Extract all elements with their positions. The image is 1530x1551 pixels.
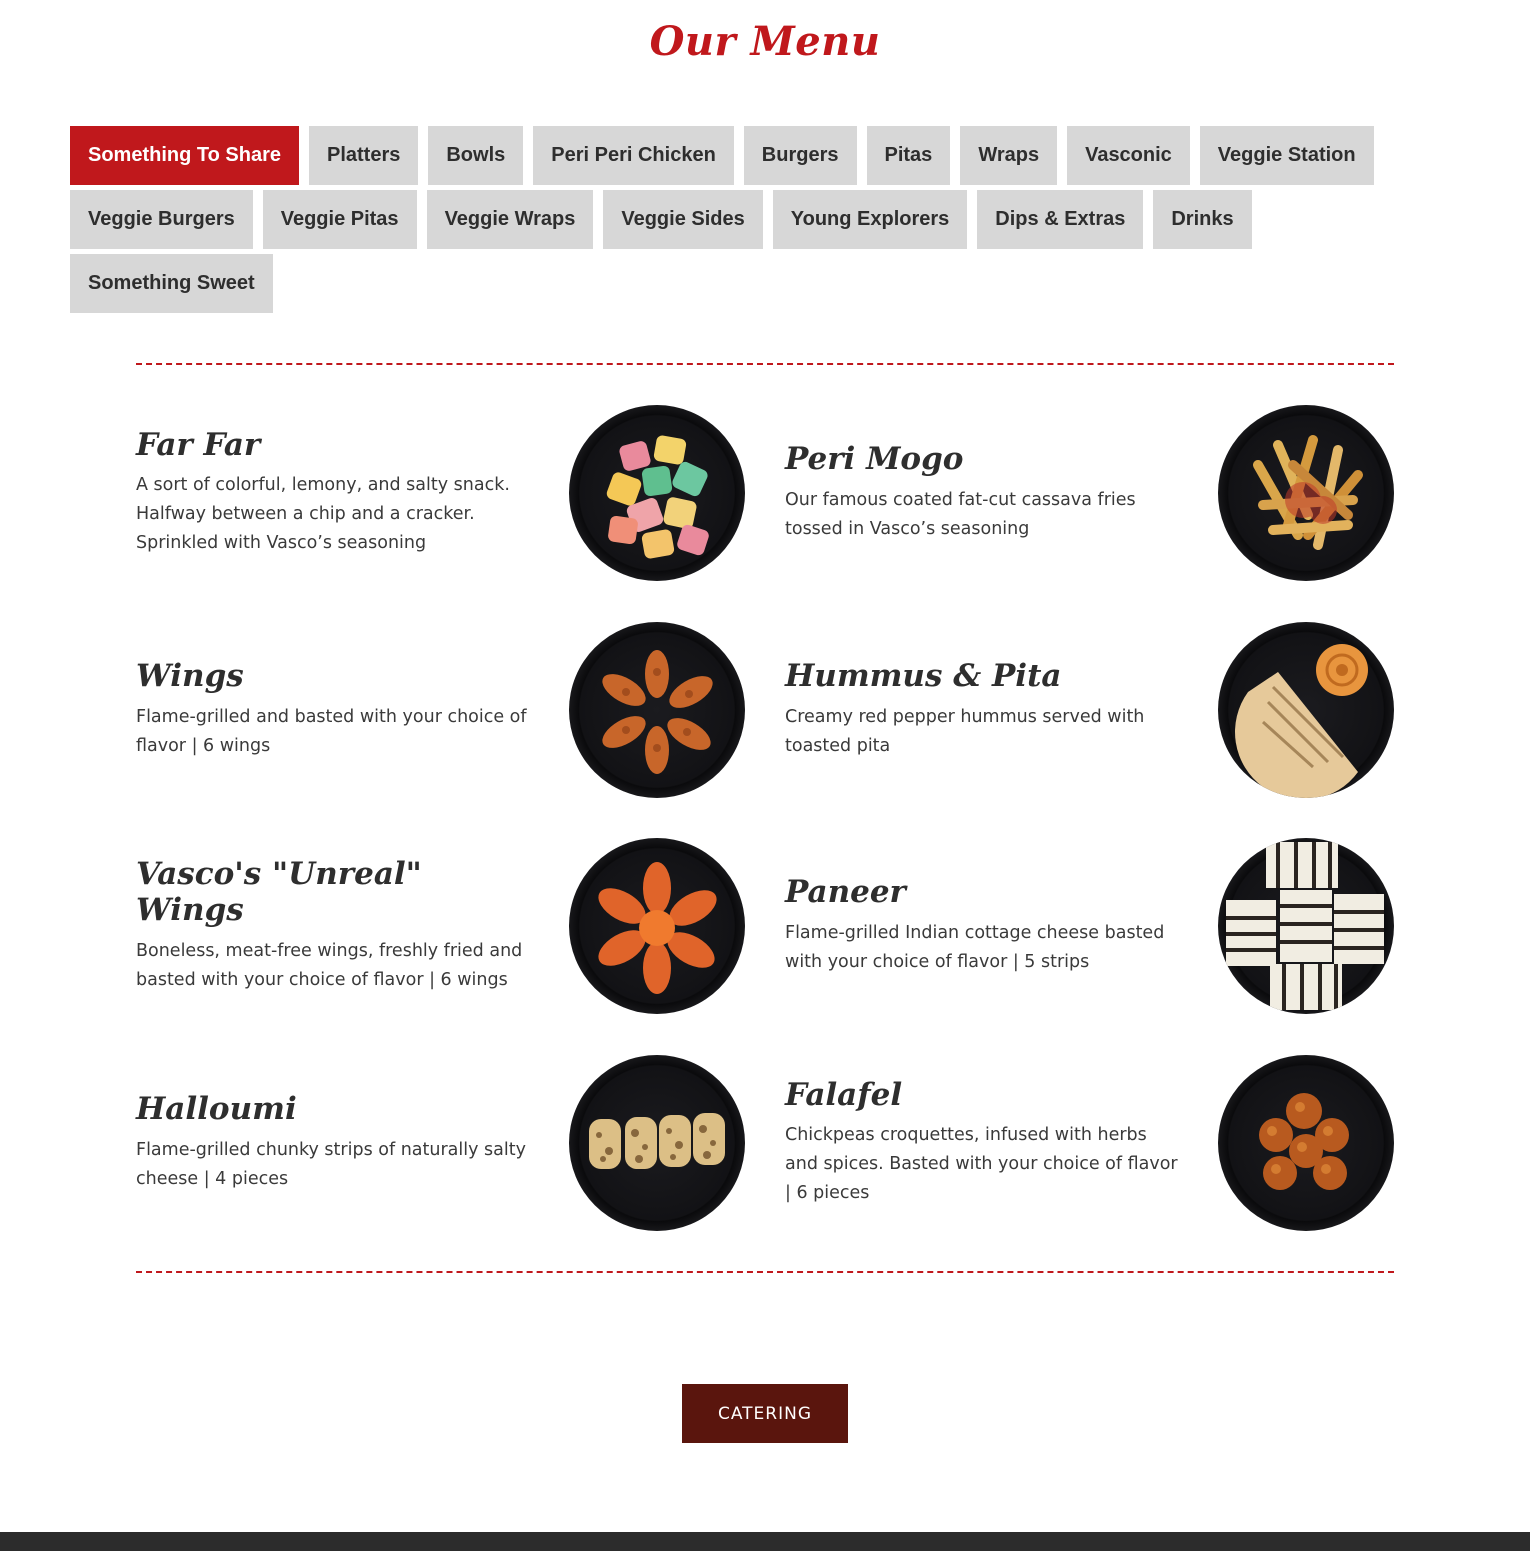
section-divider-bottom — [136, 1271, 1394, 1273]
tab-platters[interactable]: Platters — [309, 126, 418, 185]
menu-item-name: Vasco's "Unreal" Wings — [136, 856, 422, 928]
tab-veggie-wraps[interactable]: Veggie Wraps — [427, 190, 594, 249]
menu-item-wings[interactable] — [136, 622, 746, 798]
page-title: Our Menu — [649, 18, 881, 65]
tab-bowls[interactable]: Bowls — [428, 126, 523, 185]
menu-item-description: Our famous coated fat-cut cassava fries tossed in Vasco’s seasoning — [785, 489, 1136, 539]
tab-burgers[interactable]: Burgers — [744, 126, 857, 185]
menu-item-description: Chickpeas croquettes, infused with herbs and spices. Basted with your choice of flavor | 6 pieces — [785, 1125, 1178, 1204]
tab-something-to-share[interactable]: Something To Share — [70, 126, 299, 185]
menu-item-description: Boneless, meat-free wings, freshly fried and basted with your choice of flavor | 6 wings — [136, 940, 523, 990]
wings-plate-image — [569, 622, 745, 798]
tab-young-explorers[interactable]: Young Explorers — [773, 190, 968, 249]
tab-something-sweet[interactable]: Something Sweet — [70, 254, 273, 313]
tab-pitas[interactable]: Pitas — [867, 126, 951, 185]
halloumi-plate-image — [569, 1055, 745, 1231]
peri-mogo-plate-image — [1218, 405, 1394, 581]
far-far-plate-image — [569, 405, 745, 581]
menu-item-description: Flame-grilled and basted with your choice of flavor | 6 wings — [136, 706, 527, 756]
menu-item-name: Falafel — [785, 1076, 903, 1113]
menu-category-tabs — [70, 126, 1460, 313]
menu-item-name: Peri Mogo — [785, 441, 964, 478]
menu-item-hummus-pita[interactable] — [785, 622, 1395, 798]
tab-vasconic[interactable]: Vasconic — [1067, 126, 1190, 185]
paneer-plate-image — [1218, 838, 1394, 1014]
hummus-pita-plate-image — [1218, 622, 1394, 798]
tab-veggie-station[interactable]: Veggie Station — [1200, 126, 1374, 185]
menu-item-halloumi[interactable] — [136, 1055, 746, 1231]
tab-wraps[interactable]: Wraps — [960, 126, 1057, 185]
menu-item-name: Hummus & Pita — [785, 658, 1062, 695]
menu-item-description: Flame-grilled Indian cottage cheese basted with your choice of flavor | 5 strips — [785, 922, 1165, 972]
tab-dips-extras[interactable]: Dips & Extras — [977, 190, 1143, 249]
tab-drinks[interactable]: Drinks — [1153, 190, 1251, 249]
menu-item-description: Creamy red pepper hummus served with toasted pita — [785, 706, 1145, 756]
menu-item-peri-mogo[interactable] — [785, 405, 1395, 581]
tab-veggie-pitas[interactable]: Veggie Pitas — [263, 190, 417, 249]
tab-peri-peri-chicken[interactable]: Peri Peri Chicken — [533, 126, 734, 185]
menu-item-unreal-wings[interactable] — [136, 838, 746, 1014]
menu-item-name: Wings — [136, 658, 244, 695]
menu-item-description: A sort of colorful, lemony, and salty snack. Halfway between a chip and a cracker. Sprinkled with Vasco’s seasoning — [136, 475, 510, 554]
menu-item-name: Far Far — [136, 426, 261, 463]
unreal-wings-plate-image — [569, 838, 745, 1014]
falafel-plate-image — [1218, 1055, 1394, 1231]
menu-item-name: Halloumi — [136, 1091, 297, 1128]
menu-item-falafel[interactable] — [785, 1055, 1395, 1231]
tab-veggie-sides[interactable]: Veggie Sides — [603, 190, 762, 249]
tab-veggie-burgers[interactable]: Veggie Burgers — [70, 190, 253, 249]
menu-item-far-far[interactable] — [136, 405, 746, 581]
menu-item-paneer[interactable] — [785, 838, 1395, 1014]
section-divider-top — [136, 363, 1394, 365]
footer-bar — [0, 1532, 1530, 1551]
menu-item-description: Flame-grilled chunky strips of naturally salty cheese | 4 pieces — [136, 1139, 526, 1189]
menu-item-name: Paneer — [785, 874, 906, 911]
catering-button[interactable]: CATERING — [682, 1384, 848, 1443]
